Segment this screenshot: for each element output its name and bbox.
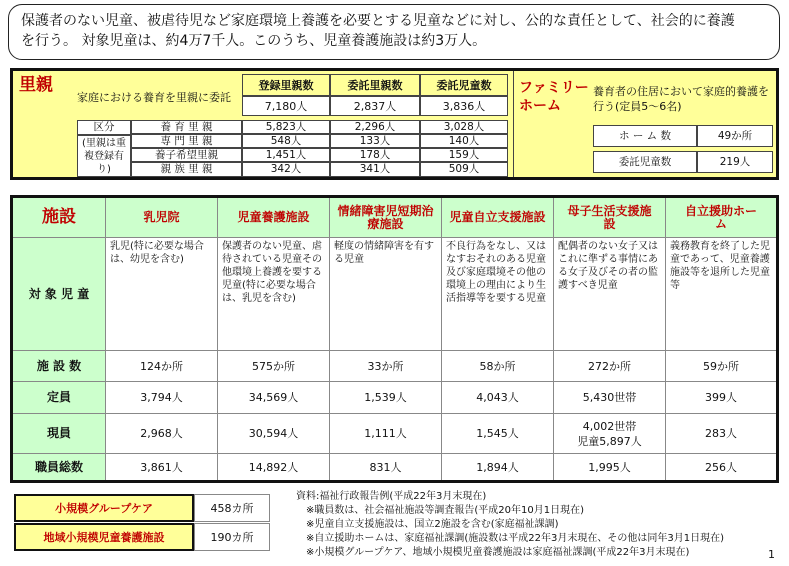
intro-line-1: 保護者のない児童、被虐待児など家庭環境上養護を必要とする児童などに対し、公的な責任として、社会的に養護: [21, 13, 735, 29]
small-group-value: 458カ所: [194, 494, 270, 522]
row-label-target: 対 象 児 童: [13, 238, 106, 351]
capacity-value: 3,794人: [106, 382, 218, 414]
col-child-care-facility: 児童養護施設: [218, 198, 330, 238]
row-label-staff: 職員総数: [13, 454, 106, 480]
home-children-label: 委託児童数: [593, 151, 697, 173]
target-text: 軽度の情緒障害を有する児童: [330, 238, 442, 351]
capacity-value: 1,539人: [330, 382, 442, 414]
count-value: 124か所: [106, 351, 218, 382]
capacity-value: 5,430世帯: [554, 382, 666, 414]
page-number: 1: [768, 548, 775, 561]
foster-total-children: 3,836人: [420, 96, 508, 116]
col-mother-child: 母子生活支援施設: [554, 198, 666, 238]
foster-header-registered: 登録里親数: [242, 74, 330, 96]
target-text: 保護者のない児童、虐待されている児童その他環境上養護を要する児童(特に必要な場合は、乳児を含む): [218, 238, 330, 351]
staff-value: 3,861人: [106, 454, 218, 480]
col-emotional-disturbance: 情緒障害児短期治療施設: [330, 198, 442, 238]
family-home-title: ファミリー ホーム: [519, 80, 589, 114]
kubun-label: 区分: [77, 120, 131, 135]
capacity-value: 399人: [666, 382, 776, 414]
col-self-reliance: 児童自立支援施設: [442, 198, 554, 238]
foster-section: [10, 68, 779, 180]
count-value: 59か所: [666, 351, 776, 382]
foster-row-value: 548人: [242, 134, 330, 148]
target-text: 乳児(特に必要な場合は、幼児を含む): [106, 238, 218, 351]
foster-header-consigned: 委託里親数: [330, 74, 420, 96]
foster-row-value: 178人: [330, 148, 420, 162]
current-value: 30,594人: [218, 414, 330, 454]
target-text: 義務教育を終了した児童であって、児童養護施設等を退所した児童等: [666, 238, 776, 351]
count-value: 58か所: [442, 351, 554, 382]
foster-row-value: 3,028人: [420, 120, 508, 134]
family-home-desc: 養育者の住居において家庭的養護を行う(定員5～6名): [593, 85, 769, 113]
row-label-capacity: 定員: [13, 382, 106, 414]
staff-value: 14,892人: [218, 454, 330, 480]
local-small-value: 190カ所: [194, 523, 270, 551]
staff-value: 831人: [330, 454, 442, 480]
note-line: ※自立援助ホームは、家庭福祉課調(施設数は平成22年3月末現在、その他は同年3月1日現在): [306, 533, 724, 544]
foster-row-label: 養 育 里 親: [131, 120, 242, 134]
intro-line-2: を行う。 対象児童は、約4万7千人。このうち、児童養護施設は約3万人。: [21, 33, 487, 49]
foster-row-value: 5,823人: [242, 120, 330, 134]
kubun-note: (里親は重複登録有り): [77, 135, 131, 177]
foster-row-value: 341人: [330, 162, 420, 177]
foster-header-children: 委託児童数: [420, 74, 508, 96]
staff-value: 1,894人: [442, 454, 554, 480]
facility-table: [10, 195, 779, 483]
current-value: 283人: [666, 414, 776, 454]
home-children-value: 219人: [697, 151, 773, 173]
foster-title: 里親: [19, 74, 53, 95]
small-group-label: 小規模グループケア: [14, 494, 194, 522]
staff-value: 256人: [705, 460, 737, 474]
target-text: 配偶者のない女子又はこれに準ずる事情にある女子及びその者の監護すべき児童: [554, 238, 666, 351]
home-count-label: ホ ー ム 数: [593, 125, 697, 147]
foster-row-value: 140人: [420, 134, 508, 148]
foster-total-consigned: 2,837人: [330, 96, 420, 116]
notes-block: [296, 490, 776, 562]
foster-row-value: 1,451人: [242, 148, 330, 162]
foster-row-label: 親 族 里 親: [131, 162, 242, 177]
note-line: ※職員数は、社会福祉施設等調査報告(平成20年10月1日現在): [306, 505, 584, 516]
foster-row-value: 133人: [330, 134, 420, 148]
foster-desc: 家庭における養育を里親に委託: [77, 90, 231, 104]
note-line: ※小規模グループケア、地域小規模児童養護施設は家庭福祉課調(平成22年3月末現在): [306, 547, 690, 558]
current-value: 2,968人: [106, 414, 218, 454]
foster-row-label: 養子希望里親: [131, 148, 242, 162]
target-text: 不良行為をなし、又はなすおそれのある児童及び家庭環境その他の環境上の理由により生活指導等を要する児童: [442, 238, 554, 351]
foster-total-registered: 7,180人: [242, 96, 330, 116]
home-count-value: 49か所: [697, 125, 773, 147]
count-value: 33か所: [330, 351, 442, 382]
capacity-value: 34,569人: [218, 382, 330, 414]
foster-row-value: 159人: [420, 148, 508, 162]
small-group-box: [14, 494, 270, 522]
local-small-box: [14, 523, 270, 551]
current-value: 4,002世帯 児童5,897人: [554, 414, 666, 454]
source-note: 資料:福祉行政報告例(平成22年3月末現在): [296, 491, 487, 502]
count-value: 272か所: [554, 351, 666, 382]
current-value: 1,545人: [442, 414, 554, 454]
foster-row-label: 専 門 里 親: [131, 134, 242, 148]
col-independence-home: 自立援助ホーム: [666, 198, 776, 238]
note-line: ※児童自立支援施設は、国立2施設を含む(家庭福祉課調): [306, 519, 559, 530]
count-value: 575か所: [218, 351, 330, 382]
foster-row-value: 2,296人: [330, 120, 420, 134]
capacity-value: 4,043人: [442, 382, 554, 414]
staff-value: 1,995人: [554, 454, 666, 480]
foster-row-value: 509人: [420, 162, 508, 177]
current-value: 1,111人: [330, 414, 442, 454]
foster-row-value: 342人: [242, 162, 330, 177]
facility-title: 施設: [13, 198, 106, 238]
col-infant-home: 乳児院: [106, 198, 218, 238]
row-label-count: 施 設 数: [13, 351, 106, 382]
local-small-label: 地域小規模児童養護施設: [14, 523, 194, 551]
intro-box: [8, 4, 780, 60]
row-label-current: 現員: [13, 414, 106, 454]
foster-divider: [513, 71, 514, 177]
